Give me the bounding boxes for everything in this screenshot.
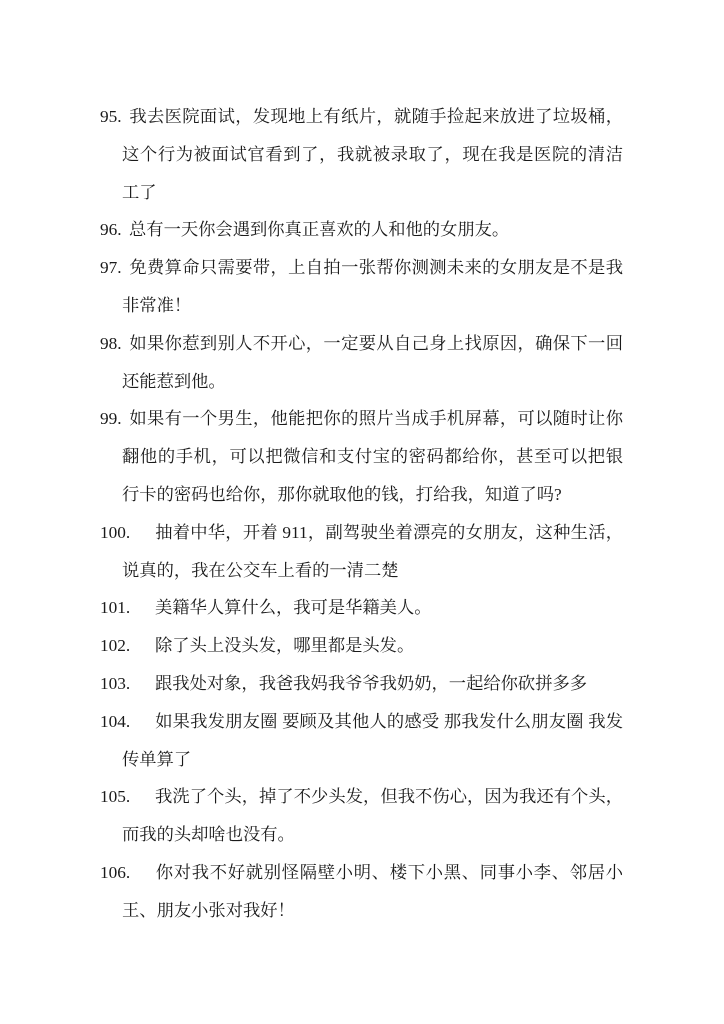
item-text: 免费算命只需要带，上自拍一张帮你测测未来的女朋友是不是我非常准！ — [122, 258, 623, 315]
list-item — [100, 665, 623, 703]
item-number: 95. — [100, 107, 122, 126]
item-text: 如果有一个男生，他能把你的照片当成手机屏幕，可以随时让你翻他的手机，可以把微信和支付宝的密码都给你，甚至可以把银行卡的密码也给你，那你就取他的钱，打给我，知道了吗? — [122, 409, 623, 504]
item-text: 如果我发朋友圈 要顾及其他人的感受 那我发什么朋友圈 我发传单算了 — [122, 711, 623, 769]
item-text: 美籍华人算什么，我可是华籍美人。 — [155, 598, 432, 618]
item-number: 103. — [100, 673, 131, 693]
item-number: 105. — [100, 787, 131, 807]
list-item — [100, 703, 623, 779]
item-number: 98. — [100, 333, 122, 353]
item-text: 我去医院面试，发现地上有纸片，就随手捡起来放进了垃圾桶，这个行为被面试官看到了，我就被录取了，现在我是医院的清洁工了 — [122, 107, 623, 202]
list-item — [100, 98, 623, 211]
item-number: 97. — [100, 258, 122, 278]
item-number: 101. — [100, 598, 131, 618]
list-item — [100, 514, 623, 590]
item-number: 96. — [100, 220, 122, 240]
item-number: 100. — [100, 522, 131, 542]
item-number: 106. — [100, 862, 131, 882]
item-number: 99. — [100, 409, 122, 429]
list-item — [100, 249, 623, 325]
item-text: 跟我处对象，我爸我妈我爷爷我奶奶，一起给你砍拼多多 — [155, 673, 588, 693]
item-text: 抽着中华，开着 911，副驾驶坐着漂亮的女朋友，这种生活，说真的，我在公交车上看的一清二楚 — [122, 522, 623, 580]
item-text: 我洗了个头，掉了不少头发，但我不伤心，因为我还有个头，而我的头却啥也没有。 — [122, 787, 623, 845]
item-text: 你对我不好就别怪隔壁小明、楼下小黑、同事小李、邻居小王、朋友小张对我好！ — [122, 862, 623, 920]
list-item — [100, 778, 623, 854]
list-item — [100, 325, 623, 401]
joke-list — [100, 98, 623, 930]
item-number: 104. — [100, 711, 131, 731]
list-item — [100, 211, 623, 249]
list-item — [100, 589, 623, 627]
list-item — [100, 854, 623, 930]
list-item — [100, 627, 623, 665]
item-text: 如果你惹到别人不开心，一定要从自己身上找原因，确保下一回还能惹到他。 — [122, 333, 623, 391]
item-text: 除了头上没头发，哪里都是头发。 — [155, 636, 415, 656]
item-number: 102. — [100, 636, 131, 656]
item-text: 总有一天你会遇到你真正喜欢的人和他的女朋友。 — [129, 220, 510, 240]
list-item — [100, 400, 623, 513]
